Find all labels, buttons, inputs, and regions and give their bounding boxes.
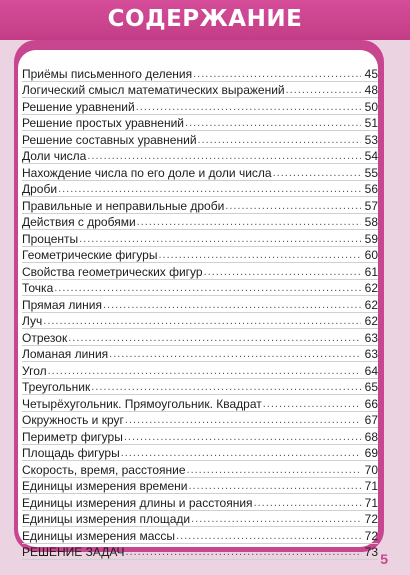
toc-entry[interactable] (22, 230, 378, 247)
toc-entry-page: 69 (364, 446, 378, 460)
toc-entry-title: Решение простых уравнений (22, 116, 185, 130)
toc-entry-title: Периметр фигуры (22, 429, 123, 444)
toc-entry-page: 63 (364, 330, 378, 345)
toc-dot-leader (176, 529, 361, 543)
toc-entry-title: Решение составных уравнений (22, 132, 197, 147)
toc-entry-title: Единицы измерения времени (22, 479, 188, 493)
toc-entry[interactable] (22, 461, 378, 478)
toc-entry-page: 65 (364, 380, 378, 394)
toc-entry[interactable] (22, 478, 378, 495)
toc-entry-page: 71 (364, 495, 378, 510)
toc-entry[interactable] (22, 82, 378, 99)
toc-entry-title: Единицы измерения площади (22, 512, 191, 526)
toc-entry-title: Прямая линия (22, 297, 102, 312)
toc-dot-leader (125, 413, 361, 427)
toc-entry-page: 62 (364, 314, 378, 328)
toc-entry[interactable] (22, 412, 378, 429)
toc-entry[interactable] (22, 115, 378, 132)
toc-entry-page: 61 (364, 264, 378, 279)
toc-dot-leader (191, 512, 361, 526)
toc-entry-title: Точка (22, 281, 54, 295)
toc-entry[interactable] (22, 527, 378, 544)
toc-dot-leader (43, 314, 361, 328)
toc-entry-page: 57 (364, 198, 378, 213)
toc-entry-page: 72 (364, 512, 378, 526)
toc-entry[interactable] (22, 329, 378, 346)
toc-entry[interactable] (22, 494, 378, 511)
toc-entry[interactable] (22, 379, 378, 396)
toc-entry[interactable] (22, 263, 378, 280)
toc-dot-leader (204, 265, 361, 279)
toc-dot-leader (185, 116, 361, 130)
toc-entry[interactable] (22, 296, 378, 313)
toc-entry-page: 54 (364, 149, 378, 163)
toc-entry-page: 64 (364, 363, 378, 378)
toc-entry-title: Нахождение числа по его доле и доли числа (22, 165, 272, 180)
toc-entry-page: 59 (364, 231, 378, 246)
toc-entry[interactable] (22, 148, 378, 165)
toc-entry-page: 55 (364, 165, 378, 180)
toc-dot-leader (193, 67, 361, 81)
page-number: 5 (380, 551, 388, 567)
toc-dot-leader (125, 545, 361, 559)
toc-entry-title: Отрезок (22, 330, 68, 345)
toc-entry[interactable] (22, 544, 378, 561)
toc-dot-leader (54, 281, 361, 295)
toc-dot-leader (136, 100, 361, 114)
toc-entry-page: 51 (364, 116, 378, 130)
toc-entry-title: Свойства геометрических фигур (22, 264, 203, 279)
toc-entry-title: Единицы измерения массы (22, 528, 176, 543)
toc-entry-title: Действия с дробями (22, 215, 136, 229)
toc-dot-leader (225, 199, 361, 213)
toc-entry-title: Луч (22, 314, 43, 328)
toc-entry-title: Единицы измерения длины и расстояния (22, 495, 253, 510)
toc-dot-leader (91, 380, 361, 394)
toc-entry[interactable] (22, 131, 378, 148)
toc-entry-title: Четырёхугольник. Прямоугольник. Квадрат (22, 396, 262, 411)
toc-dot-leader (273, 166, 361, 180)
toc-entry-page: 56 (364, 182, 378, 196)
toc-entry[interactable] (22, 395, 378, 412)
toc-entry-title: Окружность и круг (22, 413, 124, 427)
toc-dot-leader (198, 133, 361, 147)
toc-entry[interactable] (22, 445, 378, 462)
toc-entry-page: 50 (364, 99, 378, 114)
toc-dot-leader (121, 446, 361, 460)
toc-dot-leader (189, 479, 362, 493)
toc-entry-page: 67 (364, 413, 378, 427)
toc-entry-title: Приёмы письменного деления (22, 66, 193, 81)
toc-entry-page: 72 (364, 528, 378, 543)
toc-dot-leader (58, 182, 361, 196)
toc-dot-leader (254, 496, 361, 510)
toc-entry[interactable] (22, 428, 378, 445)
toc-entry-title: Дроби (22, 182, 58, 196)
toc-entry[interactable] (22, 511, 378, 528)
toc-entry[interactable] (22, 197, 378, 214)
toc-entry-title: Решение уравнений (22, 99, 135, 114)
toc-entry[interactable] (22, 98, 378, 115)
toc-entry-title: Угол (22, 363, 47, 378)
toc-entry-title: Правильные и неправильные дроби (22, 198, 225, 213)
page-title: СОДЕРЖАНИЕ (107, 6, 303, 32)
toc-entry-page: 73 (364, 545, 378, 559)
toc-entry-page: 63 (364, 347, 378, 361)
toc-entry-title: Ломаная линия (22, 347, 109, 361)
toc-entry[interactable] (22, 65, 378, 82)
toc-entry-title: Треугольник (22, 380, 91, 394)
toc-dot-leader (68, 331, 361, 345)
toc-entry-title: Площадь фигуры (22, 446, 120, 460)
toc-dot-leader (187, 463, 361, 477)
toc-dot-leader (109, 347, 361, 361)
toc-entry-page: 48 (364, 83, 378, 97)
toc-entry[interactable] (22, 214, 378, 231)
toc-dot-leader (103, 298, 361, 312)
toc-dot-leader (137, 215, 361, 229)
toc-dot-leader (48, 364, 361, 378)
toc-entry-title: Скорость, время, расстояние (22, 462, 186, 477)
toc-entry[interactable] (22, 313, 378, 330)
toc-entry-page: 68 (364, 429, 378, 444)
toc-entry-page: 62 (364, 297, 378, 312)
toc-entry-page: 70 (364, 462, 378, 477)
toc-entry-page: 62 (364, 281, 378, 295)
toc-dot-leader (158, 248, 361, 262)
toc-entry[interactable] (22, 346, 378, 363)
toc-entry[interactable] (22, 164, 378, 181)
toc-entry-title: Логический смысл математических выражений (22, 83, 285, 97)
toc-entry-title: РЕШЕНИЕ ЗАДАЧ (22, 545, 125, 559)
toc-entry-page: 45 (364, 66, 378, 81)
toc-entry[interactable] (22, 280, 378, 297)
toc-entry-page: 58 (364, 215, 378, 229)
toc-entry-page: 66 (364, 396, 378, 411)
toc-entry-title: Доли числа (22, 149, 87, 163)
toc-dot-leader (124, 430, 361, 444)
table-of-contents (22, 65, 378, 560)
toc-dot-leader (263, 397, 361, 411)
toc-entry-page: 60 (364, 248, 378, 262)
toc-entry[interactable] (22, 362, 378, 379)
toc-entry[interactable] (22, 181, 378, 198)
toc-entry-title: Геометрические фигуры (22, 248, 158, 262)
toc-entry-page: 53 (364, 132, 378, 147)
toc-dot-leader (87, 149, 361, 163)
toc-entry[interactable] (22, 247, 378, 264)
toc-dot-leader (79, 232, 361, 246)
toc-dot-leader (286, 83, 361, 97)
toc-entry-page: 71 (364, 479, 378, 493)
toc-entry-title: Проценты (22, 231, 79, 246)
